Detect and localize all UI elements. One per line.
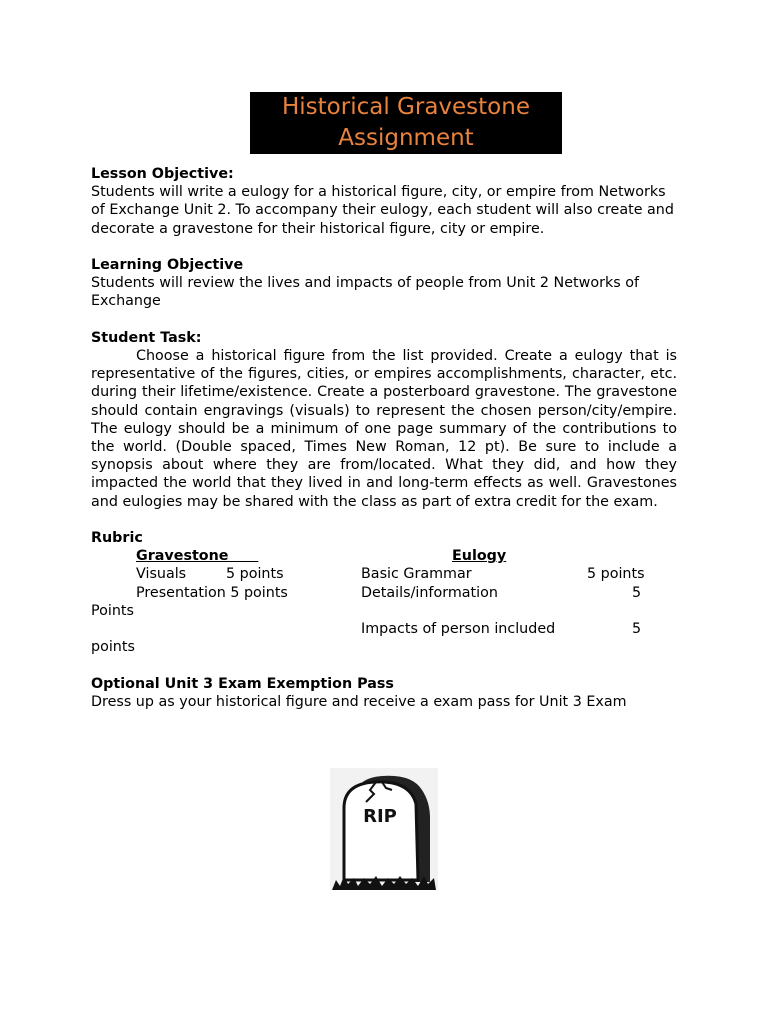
rubric-heading: Rubric (91, 530, 143, 547)
rubric-row-2-wrap (91, 602, 677, 620)
exemption-body: Dress up as your historical figure and receive a exam pass for Unit 3 Exam (91, 693, 627, 710)
exemption-heading: Optional Unit 3 Exam Exemption Pass (91, 675, 394, 692)
impacts-points-wrap: points (91, 639, 135, 656)
document-body (91, 165, 677, 711)
learning-objective-body: Students will review the lives and impacts of people from Unit 2 Networks of Exchange (91, 275, 639, 310)
gravestone-drawing (330, 768, 438, 890)
details-points-wrap: Points (91, 602, 134, 619)
rubric-row-1 (91, 565, 677, 583)
rubric-row-3 (91, 620, 677, 638)
student-task-heading: Student Task: (91, 329, 202, 346)
lesson-objective-heading: Lesson Objective: (91, 166, 234, 182)
visuals-points: 5 points (226, 566, 284, 583)
details-label: Details/information (361, 584, 498, 601)
student-task-body: Choose a historical figure from the list provided. Create a eulogy that is representative of the figures, cities, or empires accomplishments, character, etc. during their lifetime/existence. Create a posterboard gravestone. The gravestone should contain engravings (visuals) to represent the chosen person/city/empire. The eulogy should be a minimum of one page summary of the contributions to the world. (Double spaced, Times New Roman, 12 pt). Be sure to include a synopsis about where they are from/located. What they did, and how they impacted the world that they lived in and long-term effects as well. Gravestones and eulogies may be shared with the class as part of extra credit for the exam. (91, 348, 677, 510)
title-line-1: Historical Gravestone (282, 94, 530, 120)
rubric-header-row (91, 547, 677, 565)
impacts-points: 5 (632, 620, 642, 637)
grammar-points: 5 points (587, 566, 645, 583)
gravestone-engraving: RIP (363, 806, 397, 827)
impacts-label: Impacts of person included (361, 620, 556, 637)
title-line-2: Assignment (338, 125, 474, 151)
lesson-objective-body: Students will write a eulogy for a historical figure, city, or empire from Networks of Exchange Unit 2. To accompany their eulogy, each student will also create and decorate a gravestone for their historical figure, city or empire. (91, 184, 674, 237)
rubric-row-2 (91, 584, 677, 602)
details-points: 5 (632, 584, 642, 601)
gravestone-icon (330, 768, 438, 890)
presentation-label: Presentation 5 points (136, 584, 288, 601)
gravestone-column-header: Gravestone (136, 548, 229, 565)
title-banner (250, 92, 562, 154)
eulogy-column-header: Eulogy (452, 548, 507, 565)
rubric-row-3-wrap (91, 638, 677, 656)
grammar-label: Basic Grammar (361, 566, 472, 583)
learning-objective-heading: Learning Objective (91, 257, 244, 273)
visuals-label: Visuals (136, 566, 187, 583)
